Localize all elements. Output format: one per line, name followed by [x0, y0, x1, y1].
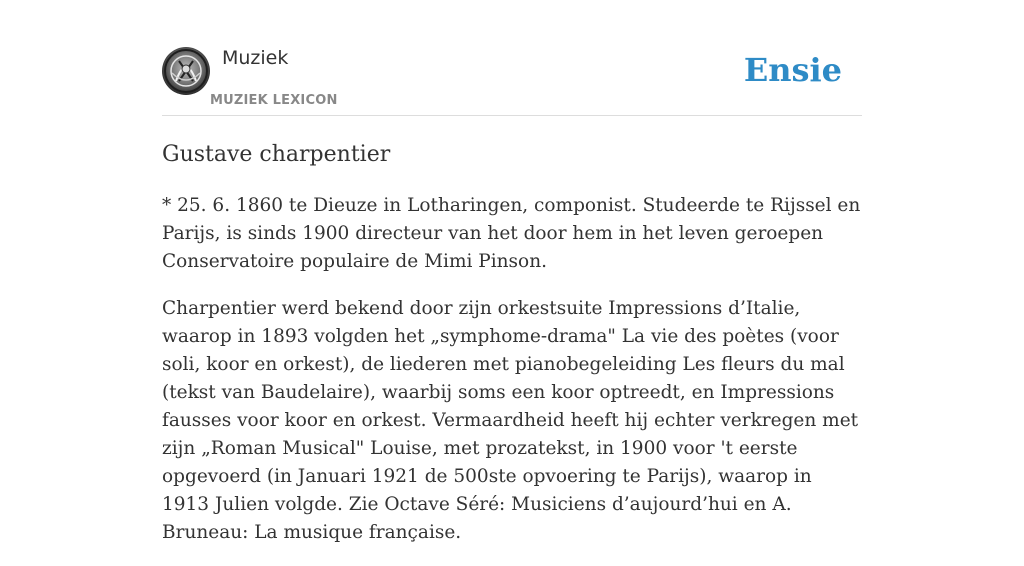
brand-logo-link[interactable]: Ensie	[743, 51, 842, 89]
article-body	[162, 192, 862, 566]
category-title[interactable]: Muziek	[222, 47, 289, 69]
article-title: Gustave charpentier	[162, 142, 391, 167]
category-subtitle[interactable]: MUZIEK LEXICON	[210, 93, 338, 108]
article-paragraph: * 25. 6. 1860 te Dieuze in Lotharingen, componist. Studeerde te Rijssel en Parijs, is sinds 1900 directeur van het door hem in het leven geroepen Conservatoire populaire de Mimi Pinson.	[162, 195, 861, 272]
music-emblem-icon[interactable]	[162, 47, 210, 95]
header	[162, 40, 862, 116]
article-paragraph: Charpentier werd bekend door zijn orkestsuite Impressions d’Italie, waarop in 1893 volgden het „symphome-drama" La vie des poètes (voor soli, koor en orkest), de liederen met pianobegeleiding Les fleurs du mal (tekst van Baudelaire), waarbij soms een koor optreedt, en Impressions fausses voor koor en orkest. Vermaardheid heeft hij echter verkregen met zijn „Roman Musical" Louise, met prozatekst, in 1900 voor 't eerste opgevoerd (in Januari 1921 de 500ste opvoering te Parijs), waarop in 1913 Julien volgde. Zie Octave Séré: Musiciens d’aujourd’hui en A. Bruneau: La musique française.	[162, 298, 859, 543]
